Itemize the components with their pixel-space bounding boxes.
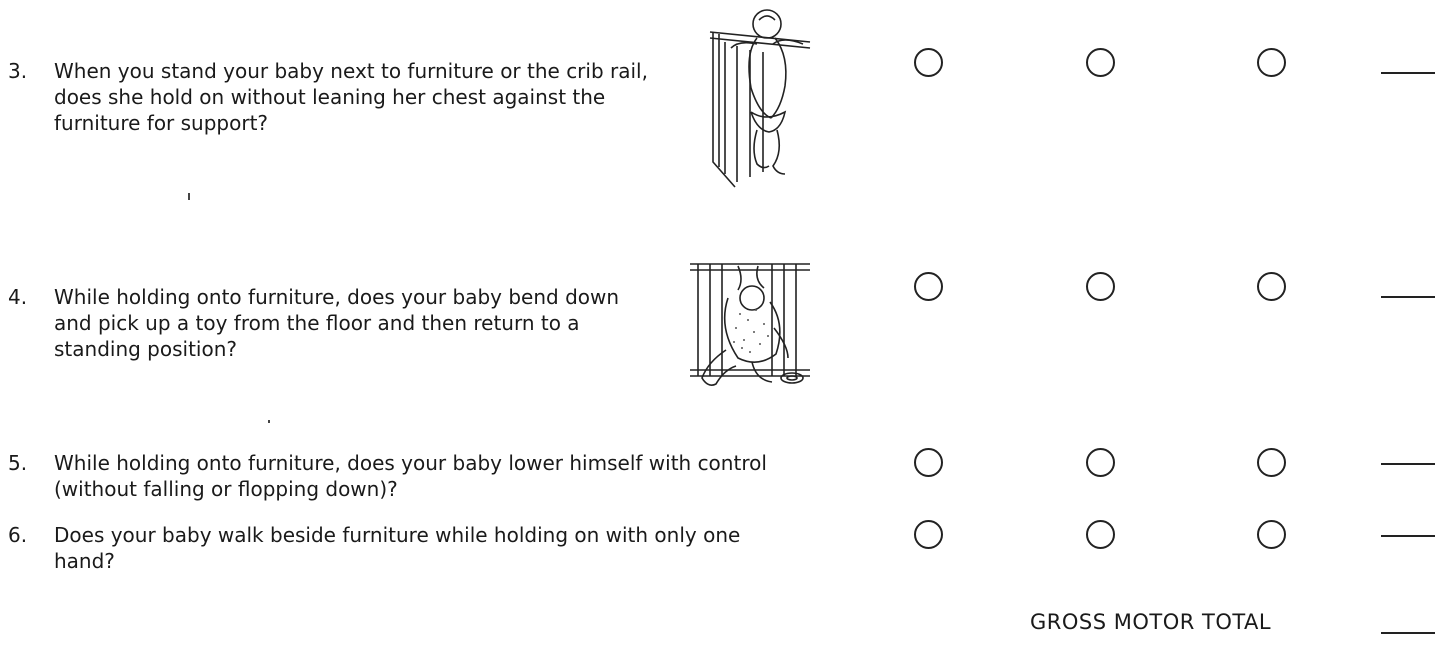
question-text-line: does she hold on without leaning her chest against the — [54, 85, 606, 109]
question-text-line: and pick up a toy from the floor and then return to a — [54, 311, 580, 335]
answer-not-yet-radio[interactable] — [1257, 520, 1286, 549]
answer-yes-radio[interactable] — [914, 272, 943, 301]
answer-sometimes-radio[interactable] — [1086, 48, 1115, 77]
score-blank[interactable] — [1381, 463, 1435, 465]
question-text-line: hand? — [54, 549, 115, 573]
answer-sometimes-radio[interactable] — [1086, 272, 1115, 301]
question-text-line: While holding onto furniture, does your baby lower himself with control — [54, 451, 767, 475]
score-blank[interactable] — [1381, 72, 1435, 74]
answer-sometimes-radio[interactable] — [1086, 520, 1115, 549]
answer-yes-radio[interactable] — [914, 48, 943, 77]
baby-picking-up-toy-icon — [688, 258, 812, 396]
question-text-line: furniture for support? — [54, 111, 269, 135]
answer-yes-radio[interactable] — [914, 448, 943, 477]
answer-sometimes-radio[interactable] — [1086, 448, 1115, 477]
question-text-line: (without falling or flopping down)? — [54, 477, 398, 501]
baby-holding-crib-rail-icon — [705, 2, 815, 192]
question-text — [54, 450, 767, 502]
answer-yes-radio[interactable] — [914, 520, 943, 549]
answer-not-yet-radio[interactable] — [1257, 272, 1286, 301]
question-text — [54, 522, 740, 574]
question-text-line: Does your baby walk beside furniture while holding on with only one — [54, 523, 741, 547]
question-number: 6. — [8, 523, 28, 547]
question-text — [54, 58, 648, 136]
answer-not-yet-radio[interactable] — [1257, 448, 1286, 477]
total-score-blank[interactable] — [1381, 632, 1435, 634]
question-number: 5. — [8, 451, 28, 475]
score-blank[interactable] — [1381, 535, 1435, 537]
question-number: 4. — [8, 285, 28, 309]
answer-not-yet-radio[interactable] — [1257, 48, 1286, 77]
gross-motor-total-label: GROSS MOTOR TOTAL — [1030, 610, 1272, 634]
stray-mark — [268, 420, 270, 423]
question-text — [54, 284, 619, 362]
stray-mark — [188, 193, 190, 200]
question-text-line: When you stand your baby next to furniture or the crib rail, — [54, 59, 648, 83]
score-blank[interactable] — [1381, 296, 1435, 298]
question-text-line: While holding onto furniture, does your baby bend down — [54, 285, 620, 309]
question-number: 3. — [8, 59, 28, 83]
question-text-line: standing position? — [54, 337, 238, 361]
